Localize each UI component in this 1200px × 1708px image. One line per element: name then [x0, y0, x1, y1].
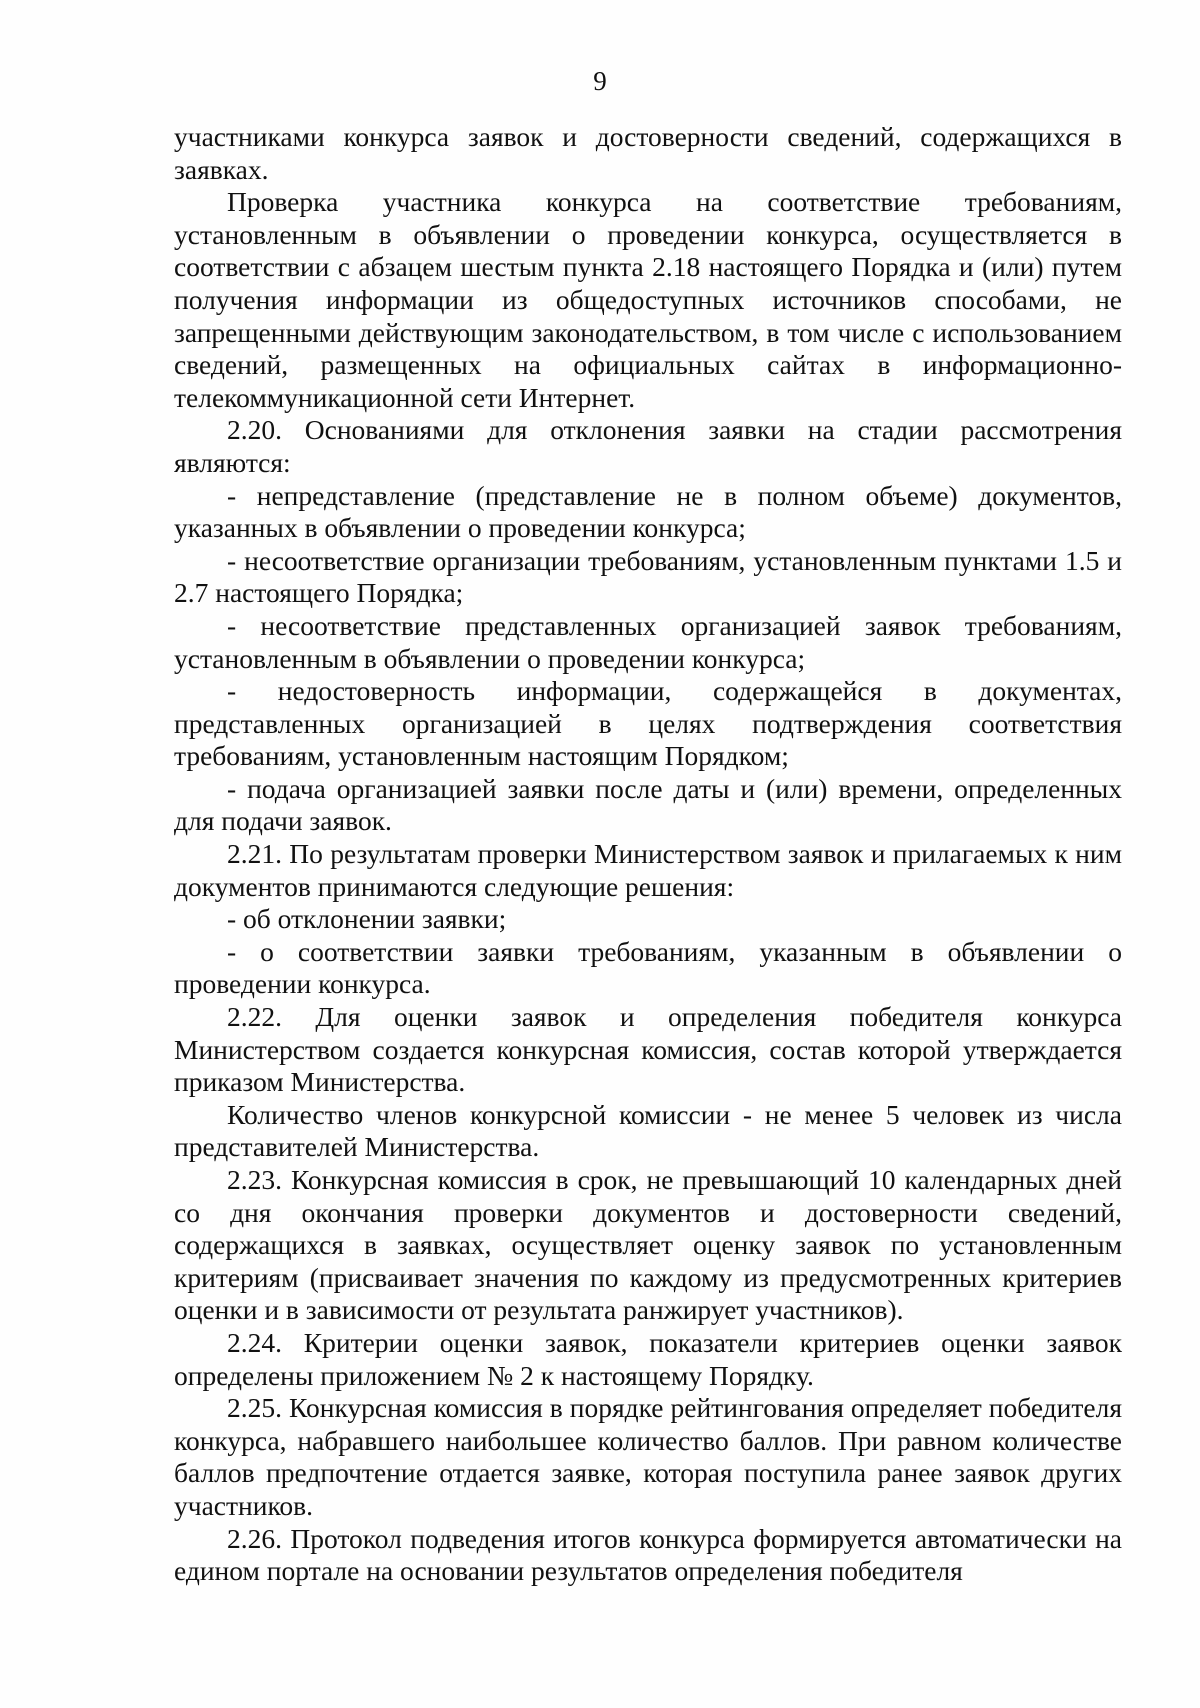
list-item: - несоответствие представленных организацией заявок требованиям, установленным в объявлении о проведении конкурса; [174, 609, 1122, 674]
list-item: - непредставление (представление не в полном объеме) документов, указанных в объявлении о проведении конкурса; [174, 479, 1122, 544]
list-item: - подача организацией заявки после даты и (или) времени, определенных для подачи заявок. [174, 772, 1122, 837]
list-item: - о соответствии заявки требованиям, указанным в объявлении о проведении конкурса. [174, 935, 1122, 1000]
document-body [174, 121, 1122, 1588]
paragraph: 2.26. Протокол подведения итогов конкурса формируется автоматически на едином портале на основании результатов определения победителя [174, 1522, 1122, 1587]
list-item: - недостоверность информации, содержащейся в документах, представленных организацией в целях подтверждения соответствия требованиям, установленным настоящим Порядком; [174, 675, 1122, 772]
list-item: - об отклонении заявки; [227, 903, 507, 935]
paragraph: участниками конкурса заявок и достоверности сведений, содержащихся в заявках. [174, 121, 1122, 185]
paragraph: Количество членов конкурсной комиссии - не менее 5 человек из числа представителей Министерства. [174, 1098, 1122, 1163]
paragraph: 2.23. Конкурсная комиссия в срок, не превышающий 10 календарных дней со дня окончания проверки документов и достоверности сведений, содержащихся в заявках, осуществляет оценку заявок по установленным критериям (присваивает значения по каждому из предусмотренных критериев оценки и в зависимости от результата ранжирует участников). [174, 1164, 1122, 1326]
paragraph: 2.20. Основаниями для отклонения заявки на стадии рассмотрения являются: [174, 414, 1122, 478]
paragraph: Проверка участника конкурса на соответствие требованиям, установленным в объявлении о проведении конкурса, осуществляется в соответствии с абзацем шестым пункта 2.18 настоящего Порядка и (или) путем получения информации из общедоступных источников способами, не запрещенными действующим законодательством, в том числе с использованием сведений, размещенных на официальных сайтах в информационно-телекоммуникационной сети Интернет. [174, 186, 1122, 413]
paragraph: 2.24. Критерии оценки заявок, показатели критериев оценки заявок определены приложением № 2 к настоящему Порядку. [174, 1326, 1122, 1391]
paragraph: 2.25. Конкурсная комиссия в порядке рейтингования определяет победителя конкурса, набравшего наибольшее количество баллов. При равном количестве баллов предпочтение отдается заявке, которая поступила ранее заявок других участников. [174, 1392, 1122, 1521]
page-number: 9 [593, 66, 607, 96]
list-item: - несоответствие организации требованиям, установленным пунктами 1.5 и 2.7 настоящего Порядка; [174, 544, 1122, 609]
paragraph: 2.22. Для оценки заявок и определения победителя конкурса Министерством создается конкурсная комиссия, состав которой утверждается приказом Министерства. [174, 1001, 1122, 1098]
paragraph: 2.21. По результатам проверки Министерством заявок и прилагаемых к ним документов принимаются следующие решения: [174, 838, 1122, 902]
